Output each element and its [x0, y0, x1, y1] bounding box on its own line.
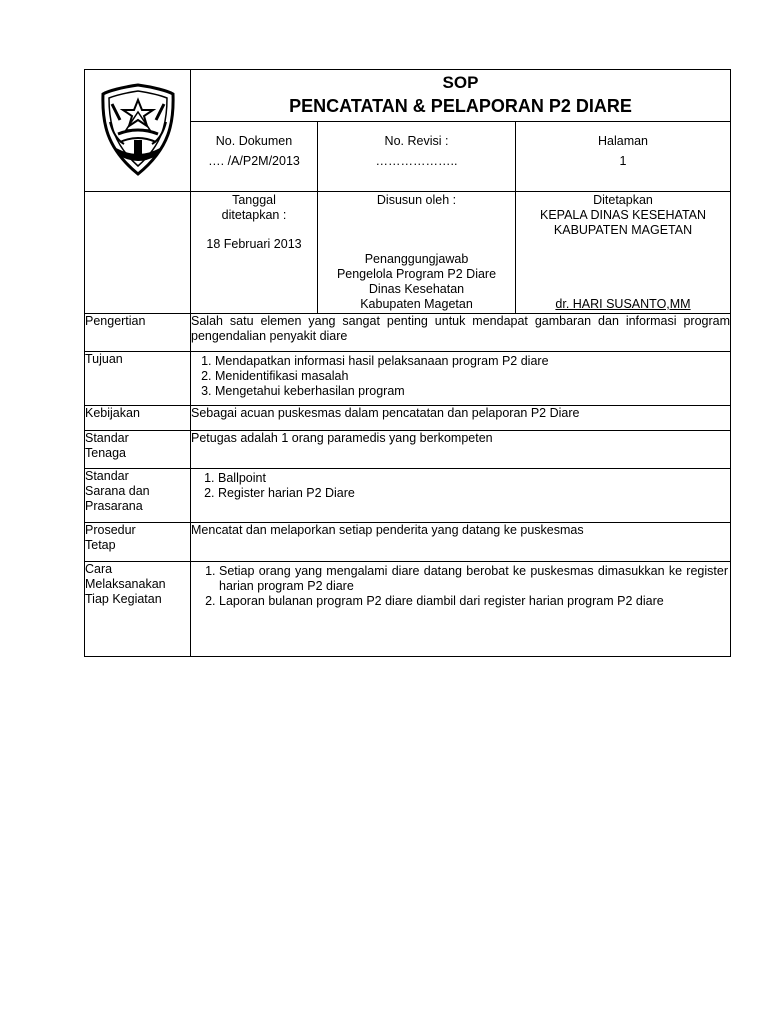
prosedur-tetap-text: Mencatat dan melaporkan setiap penderita yang datang ke puskesmas [191, 523, 731, 562]
standar-sarana-label [85, 469, 191, 523]
cara-list [191, 564, 730, 609]
sop-table [84, 69, 731, 657]
sarana-list [191, 471, 730, 501]
title-sop: SOP [442, 73, 479, 92]
disusun-line-3: Dinas Kesehatan [368, 282, 465, 296]
document-title [191, 70, 731, 122]
standar-tenaga-label-2: Tenaga [85, 446, 127, 460]
standar-sarana-label-2: Sarana dan [85, 484, 150, 498]
tujuan-list [191, 354, 730, 399]
list-item: 2. Laporan bulanan program P2 diare diambil dari register harian program P2 diare [219, 594, 730, 609]
list-item: 1. Mendapatkan informasi hasil pelaksanaan program P2 diare [215, 354, 730, 369]
cara-label-2: Melaksanakan [85, 577, 166, 591]
no-dokumen-label: No. Dokumen [215, 134, 293, 148]
disusun-cell [318, 192, 516, 314]
list-item: 2. Menidentifikasi masalah [215, 369, 730, 384]
disusun-line-2: Pengelola Program P2 Diare [336, 267, 497, 281]
list-item: 1. Ballpoint [218, 471, 730, 486]
standar-tenaga-label [85, 431, 191, 469]
list-item: 1. Setiap orang yang mengalami diare datang berobat ke puskesmas dimasukkan ke register harian program P2 diare [219, 564, 730, 594]
tujuan-label: Tujuan [85, 352, 191, 406]
prosedur-tetap-label-1: Prosedur [85, 523, 136, 537]
no-dokumen-cell [191, 122, 318, 192]
halaman-value: 1 [619, 154, 627, 168]
tanggal-value: 18 Februari 2013 [206, 237, 302, 251]
no-dokumen-value: …. /A/P2M/2013 [208, 154, 300, 168]
cara-label-1: Cara [85, 562, 113, 576]
standar-sarana-label-3: Prasarana [85, 499, 143, 513]
signatory-name: dr. HARI SUSANTO,MM [555, 297, 691, 311]
kebijakan-label: Kebijakan [85, 406, 191, 431]
disusun-line-1: Penanggungjawab [364, 252, 469, 266]
ditetapkan-label: Ditetapkan [593, 193, 653, 207]
title-main: PENCATATAN & PELAPORAN P2 DIARE [289, 96, 632, 116]
standar-tenaga-text: Petugas adalah 1 orang paramedis yang berkompeten [191, 431, 731, 469]
cara-cell [191, 562, 731, 657]
tujuan-cell [191, 352, 731, 406]
no-revisi-label: No. Revisi : [384, 134, 449, 148]
pengertian-text: Salah satu elemen yang sangat penting untuk mendapat gambaran dan informasi program pengendalian penyakit diare [191, 314, 731, 352]
pengertian-label: Pengertian [85, 314, 191, 352]
prosedur-tetap-label-2: Tetap [85, 538, 116, 552]
disusun-line-4: Kabupaten Magetan [360, 297, 473, 311]
tanggal-label-2: ditetapkan : [221, 208, 287, 222]
no-revisi-cell [318, 122, 516, 192]
halaman-cell [516, 122, 731, 192]
disusun-label: Disusun oleh : [376, 193, 457, 207]
cara-label-3: Tiap Kegiatan [85, 592, 162, 606]
regency-emblem-icon [85, 70, 190, 190]
logo-cell [85, 70, 191, 192]
ditetapkan-line-1: KEPALA DINAS KESEHATAN [539, 208, 707, 222]
halaman-label: Halaman [597, 134, 649, 148]
standar-tenaga-label-1: Standar [85, 431, 129, 445]
tanggal-cell [191, 192, 318, 314]
standar-sarana-label-1: Standar [85, 469, 129, 483]
list-item: 2. Register harian P2 Diare [218, 486, 730, 501]
ditetapkan-cell [516, 192, 731, 314]
list-item: 3. Mengetahui keberhasilan program [215, 384, 730, 399]
kebijakan-text: Sebagai acuan puskesmas dalam pencatatan dan pelaporan P2 Diare [191, 406, 731, 431]
tanggal-label-1: Tanggal [232, 193, 276, 207]
cara-label [85, 562, 191, 657]
prosedur-tetap-label [85, 523, 191, 562]
ditetapkan-line-2: KABUPATEN MAGETAN [553, 223, 693, 237]
approval-empty-cell [85, 192, 191, 314]
no-revisi-value: ……………….. [375, 154, 458, 168]
standar-sarana-cell [191, 469, 731, 523]
